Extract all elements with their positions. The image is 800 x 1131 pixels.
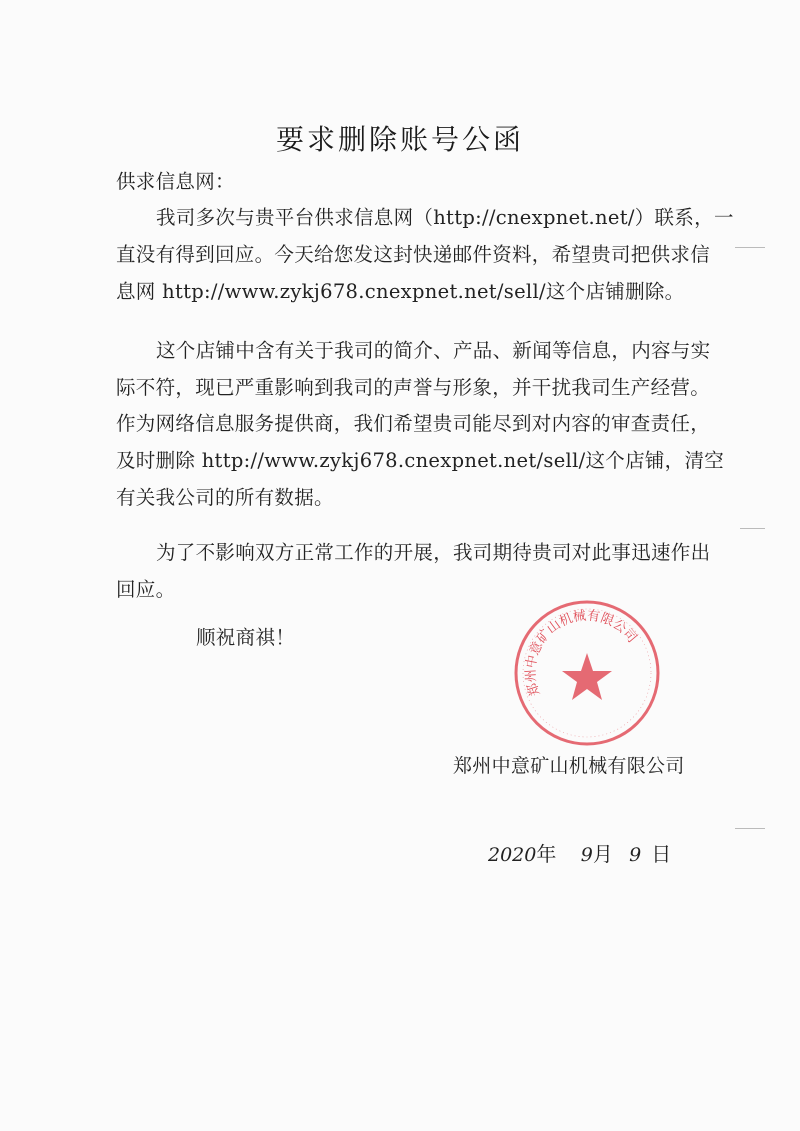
date-year: 2020 [488,844,537,866]
company-seal-stamp [512,598,662,748]
closing: 顺祝商祺！ [196,626,296,649]
scan-mark [735,828,765,829]
paragraph-2-line: 际不符，现已严重影响到我司的声誉与形象，并干扰我司生产经营。 [116,376,711,399]
scan-mark [735,247,765,248]
star-icon [562,653,612,700]
date-year-unit: 年 [536,842,557,866]
paragraph-3-line: 为了不影响双方正常工作的开展，我司期待贵司对此事迅速作出 [156,541,711,564]
company-signature: 郑州中意矿山机械有限公司 [453,755,685,777]
paragraph-1-line: 我司多次与贵平台供求信息网（http://cnexpnet.net/）联系，一 [156,206,734,229]
paragraph-2-line: 这个店铺中含有关于我司的简介、产品、新闻等信息，内容与实 [156,339,711,362]
salutation: 供求信息网： [116,170,235,193]
stamp-text: 郑州中意矿山机械有限公司 [523,608,640,698]
scan-mark [740,528,765,529]
paragraph-3-line: 回应。 [116,578,176,601]
paragraph-2-line: 有关我公司的所有数据。 [116,486,334,509]
date-month-unit: 月 [592,842,613,866]
paragraph-2-line: 作为网络信息服务提供商，我们希望贵司能尽到对内容的审查责任， [116,412,711,435]
date-month: 9 [580,844,593,866]
paragraph-1-line: 直没有得到回应。今天给您发这封快递邮件资料，希望贵司把供求信 [116,243,711,266]
date-day-unit: 日 [651,842,672,866]
letter-title: 要求删除账号公函 [275,123,524,156]
paragraph-1-line: 息网 http://www.zykj678.cnexpnet.net/sell/这个店铺删除。 [116,280,685,303]
date [488,838,671,867]
date-day: 9 [629,844,642,866]
paragraph-2-line: 及时删除 http://www.zykj678.cnexpnet.net/sell/这个店铺，清空 [116,449,725,472]
